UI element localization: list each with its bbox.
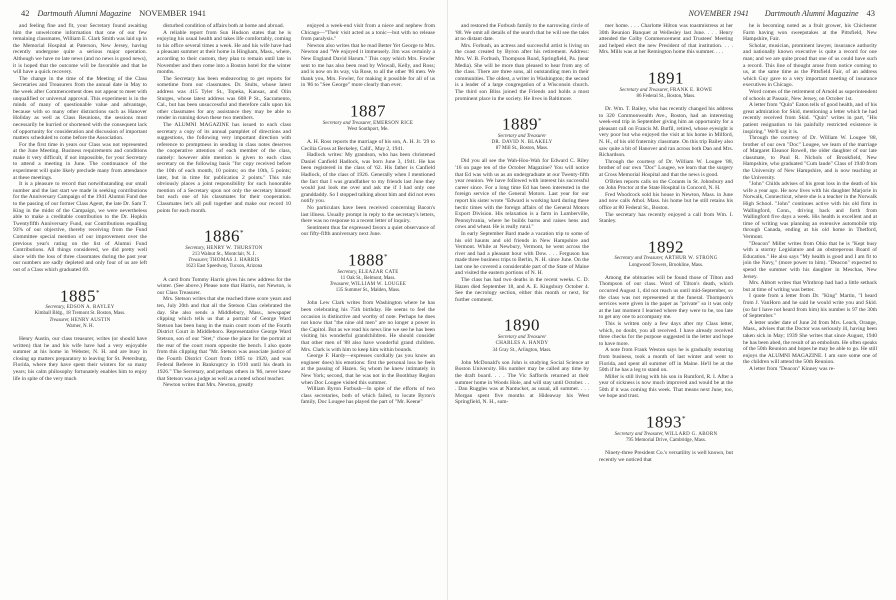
class-year: 1892 xyxy=(648,237,684,257)
paragraph: William Byron Forbush—In spite of the efforts of two class secretaries, both of which failed, to locate Byron's family, Doc Lougee has played the part of "Mr. Keene" xyxy=(301,386,435,406)
class-year: 1893 xyxy=(646,412,682,432)
officer-address: 795 Memorial Drive, Cambridge, Mass. xyxy=(625,437,707,443)
paragraph: enjoyed a week-end visit from a niece and nephew from Chicago—"Their visit acted as a tonic—but with no release from paralysis." xyxy=(301,23,435,43)
class-year: 1890 xyxy=(504,316,540,336)
column-3 xyxy=(301,23,435,595)
class-heading-1885 xyxy=(13,284,147,330)
paragraph: Word comes of the retirement of Arnold as superintendent of schools at Passaic, New Jersey, on October 1st. xyxy=(743,88,877,102)
officer-name: EMERSON RICE xyxy=(373,120,414,126)
officer-name: DR. DAVID N. BLAKELY xyxy=(491,139,553,145)
paragraph: Through the courtesy of Dr. William W. Lougee '88, brother of our own "Doc" Lougee, we learn that the surgery at Cross Memorial Hospital and that the news is good. xyxy=(599,158,733,178)
officer-name: EDSON A. BAYLEY xyxy=(66,305,115,311)
paragraph: The ALUMNI MAGAZINE has issued to each class secretary a copy of its annual pamphlet of directions and suggestions, the following very important direction with reference to promptness in sending in class notes deserves the cooperative attention of each member of the class, namely: however able mention is given to each class secretary on the following basis "for copy received before the 10th of each month, 10 points; on the 10th, 5 points; later, but in time for publication 2 points." This rule obviously places a joint responsibility for such honorable mention of a Secretary upon not only the secretary himself but each one of his classmates for their cooperation. Classmates let's all pull together and make our record 10 points for each month. xyxy=(157,121,291,214)
officer-role: Treasurer, xyxy=(49,317,70,323)
class-star: * xyxy=(682,415,686,424)
paragraph: and restored the Forbush family to the narrowing circle of '88. We omit all details of the search that he will see the tales at no distant date. xyxy=(455,23,589,43)
officer-role: Secretary, xyxy=(337,269,358,275)
paragraph: A card from Tommy Harris gives his new address for the winter. (See above.) Please note that Harris, not Newton, is our Class Treasurer. xyxy=(157,276,291,296)
officer-address: Kimball Bldg., 18 Tremont St. Boston, Mass. xyxy=(34,311,126,317)
class-heading-1887 xyxy=(301,99,435,133)
paragraph: Fred Woodcock sold his house in Newton, Mass. in June and now calls Athol. Mass. his home but he still retains his office at 80 Federal St., Boston. xyxy=(599,191,733,211)
paragraph: mer home. . . . Charlotte Hilton was toastmistress at her 30th Reunion Banquet at Wellesley last June. . . . Henry attended the Colby Commencement and Trustees' Meeting and helped elect the new President of that institution. . . . Mrs. Mills was at her Remington home this summer. . . . xyxy=(599,23,733,56)
officer-role: Secretary, xyxy=(45,305,66,311)
paragraph: "John" Childs advises of his great loss in the death of his wife a year ago. He now lives with his daughter Marjorie in Norwalk, Connecticut, where she is a teacher in the Norwalk High School. "John" continues active with his old firm in Wallingford, Conn., driving back and forth from Wallingford five days a week. His health is excellent and at time of writing was planning an extensive automobile trip through Canada, ending at his old home in Thetford, Vermont. xyxy=(743,181,877,240)
right-page xyxy=(448,0,896,600)
paragraph: Through the courtesy of Dr. William W. Lougee '88, brother of our own "Doc" Lougee, we learn of the marriage of Margaret Eleanor Rowell, the older daughter of our late classmate, to Paul R. Nichols of Brookfield, New Hampshire, who graduated "Cum laude" Class of 1940 from the University of New Hampshire, and is now teaching at the University. xyxy=(743,135,877,181)
paragraph: The class has had two deaths in the recent weeks. C. D. Hazen died September 18, and A. E. Kingsbury October 4. See the necrology section, either this month or next, for further comment. xyxy=(455,277,589,303)
paragraph: Sentiment thus far expressed favors a quiet observance of our fifty-fifth anniversary next June. xyxy=(301,224,435,238)
officer-address: West Southport, Me. xyxy=(347,126,389,132)
class-heading-1888 xyxy=(301,248,435,294)
officer-role: Secretary and Treasurer, xyxy=(614,431,664,437)
paragraph: In early September Bard made a vacation trip to some of his old haunts and old friends in New Hampshire and Vermont. While at Newbury, Vermont, he went across the river and had a pleasant hour with Dow. . . . Ferguson has made three business trips to Berlin, N. H. since June. On the last one he covered a considerable part of the State of Maine and visited the eastern portions of N. H. xyxy=(455,230,589,277)
paragraph: A. H. Ross reports the marriage of his son, A. H. Jr. '29 to Cecilia Gross at Berkeley, Calif., May 2, 1941. xyxy=(301,139,435,152)
officer-role: Treasurer, xyxy=(188,258,209,264)
officer-name: WILLARD G. ABORN xyxy=(664,431,718,437)
officer-address: 34 Gray St., Arlington, Mass. xyxy=(492,347,552,353)
running-head-left xyxy=(13,8,214,18)
paragraph: No particulars have been received concerning Bacon's last illness. Usually prompt in reply to the secretary's letters, there was no response to a recent letter of inquiry. xyxy=(301,204,435,225)
running-head-right xyxy=(689,8,883,18)
paragraph: O'Brien reports calls on the Corants in St. Johnsbury and on John Proctor at the State Hospital in Concord, N. H. xyxy=(599,178,733,192)
class-year: 1889 xyxy=(502,114,538,134)
officer-address: 11 Oak St., Belmont, Mass. xyxy=(340,275,396,281)
page-number: 42 xyxy=(21,8,30,18)
officer-address: 1623 East Speedway, Tucson, Arizona xyxy=(185,264,263,270)
paragraph: The change in the time of the Meeting of the Class Secretaries and Treasurers from the annual date in May to the week after Commencement does not appear to meet with unqualified or universal approval. This experiment is in the minds of many of questionable value and advantage, because with so many other distractions such as Hanover Holiday as well as Class Reunions, the sessions must necessarily be hurried or shortened with the consequent lack of opportunity for consideration and discussion of important matters scheduled to come before the Association. xyxy=(13,75,147,142)
column-2 xyxy=(157,23,291,595)
paragraph: This is written only a few days after my Class letter, which, no doubt, you all received. I have already received three checks for the purpose suggested in the letter and hope to have more. xyxy=(599,320,733,347)
paragraph: A letter under date of June 2d from Mrs. Leach, Orange, Mass., advises that the Doctor was seriously ill, having been taken sick in May; 1939 She writes that since August, 1940 he has been abed, the result of an embolism. He often speaks of the 50th Reunion and hopes he may be able to go. He still enjoys the ALUMNI MAGAZINE. I am sure some one of the children will attend the 50th Reunion. xyxy=(743,319,877,366)
paragraph: A letter from "Quin" Eaton tells of good health, and of his great admiration for Skid, mentioning a letter which he had recently received from Skid. "Quin" writes in part, "His patient resignation to his painfully restricted existence is inspiring." We'll say it is. xyxy=(743,102,877,135)
paragraph: It is a pleasure to record that notwithstanding our small number and the last start we made in seeking contributions for the Anniversary Campaign of the 1941 Alumni Fund due to the passing of our former Class Agent, the late Dr. Sam T. King in the midst of the Campaign, we were nevertheless able to make a creditable contribution to the Dr. Hopkin Twentyfifth Anniversary Fund, our Contributions equalling 93% of our objective, thereby receiving from the Fund Committee special mention of our improvement over the previous year's rating on the list of Alumni Fund Contributions. All things considered, we did pretty well since with the loss of three classmates during the past year our numbers are sadly depleted and only four of us are left out of a Class which graduated 69. xyxy=(13,181,147,273)
magazine-title: Dartmouth Alumni Magazine xyxy=(764,9,859,18)
paragraph: Henry Austin, our class treasurer, writes (or should have written) that he and his wife have had a very enjoyable summer at his home in Webster, N. H. and are busy in closing up matters preparatory to leaving for St. Petersburg, Florida, where they have spent their winters for so many years; his calm philosophy fortunately enables him to enjoy life in spite of the very much xyxy=(13,336,147,382)
paragraph: Dr. Wm. T. Bailey, who has recently changed his address to 320 Commonwealth Ave., Boston, had an interesting week-end trip in September giving him an opportunity for a pleasant call on Francis M. Butfil, retired, whose eyesight is very poor but who enjoyed the visit at his home in Milford, N. H., of his old fraternity classmate. On this trip Bailey also saw quite a bit of Hanover and ran across both Dan and Mrs. Richardson. xyxy=(599,106,733,159)
paragraph: he is becoming noted as a fruit grower, his Chichester Farm having won sweepstakes at the Pittsfield, New Hampshire, Fair. xyxy=(743,23,877,43)
paragraph: John McDonald's son John is studying Social Science at Boston University. His number may be called any time by the draft board. . . . The Vic Saffords returned at their summer home in Woods Hole, and will stay until October. . . . Dan Ruggles was at Nantucket, as usual, all summer. . . . Morgan spent five months at Hideaway his West Springfield, N. H., sum- xyxy=(455,359,589,406)
class-heading-1886 xyxy=(157,224,291,270)
officer-address: 86 Federal St., Boston, Mass. xyxy=(636,93,696,99)
officer-address: 135 Summer St., Malden, Mass. xyxy=(335,288,401,294)
class-heading-1889 xyxy=(455,112,589,152)
class-star: * xyxy=(538,117,542,126)
officer-name: HENRY AUSTIN xyxy=(70,317,111,323)
class-heading-1893 xyxy=(599,410,733,444)
page-number: 43 xyxy=(866,8,875,18)
officer-role: Secretary and Treasurer xyxy=(497,335,547,341)
officer-role: Secretary and Treasurer, xyxy=(614,256,664,262)
paragraph: Mrs. Stetson writes that she reached three score years and ten, July 20th and that all the Stetson Clan celebrated the day. She also sends a Middlebury, Mass., newspaper clipping which tells us that a portrait of George Ward Stetson has been hung in the main court room of the Fourth District Court in Middleboro. Representative George Ward Stetson, son of our "Stet," chose the place for the portrait at the rear of the court room opposite the bench. I also quote from this clipping that "Mr. Stetson was associate justice of the Fourth District Court from 1895 to 1920, and was Federal Referee in Bankruptcy in 1910 until his death in 1926." The Secretary, and perhaps others in '86, never knew that Stetson was a judge as well as a noted school teacher. xyxy=(157,296,291,382)
officer-role: Secretary and Treasurer xyxy=(497,133,547,139)
paragraph: A reliable report from Sun Hudson states that he is enjoying his usual health and takes life comfortably, coming to his office several times a week. He and his wife have had a pleasant summer at their home in Hingham, Mass., where, according to their custom, they plan to remain until late in November and then come into a Boston hotel for the winter months. xyxy=(157,29,291,76)
column-1 xyxy=(13,23,147,595)
paragraph: The Secretary has been endeavoring to get reports for sometime from our classmates. Dr. Stults, whose latest address was 415 Tyler St., Topeka, Kansas, and Olin Sturges, whose latest address was 608 P St., Sacramento, Cal., but has been unsuccessful and therefore calls upon his other classmates for any assistance they may be able to render in running down these two members. xyxy=(157,75,291,122)
paragraph: Mrs. Forbush, an actress and successful artist is living on the coast created by Byron after his retirement. Address: Mrs. W. B. Forbush, Thompson Road, Springfield, Pa. (near Media). She will be more than pleased to hear from any of the class. There are three sons, all outstanding men in their communities. The oldest, a writer in Washington; the second is a leader of a large congregation of a Wisconsin church. The third son Bliss joined the Friends and holds a most prominent place in the society. He lives in Baltimore. xyxy=(455,42,589,102)
officer-address: 87 Mill St., Boston, Mass. xyxy=(495,146,549,152)
paragraph: John Lew Clark writes from Washington where he has been celebrating his 75th birthday. He seems to feel the occasion is distinctive and worthy of note. Perhaps he does not know that "the nine old men" are no longer a power in the Capitol. But as we read his news line we see he has been visiting his wonderful grandchildren. He should consider that other men of '88 also have wonderful grand children. Mrs. Clark is with him to keep him within bounds. xyxy=(301,300,435,353)
class-year: 1887 xyxy=(350,101,386,121)
paragraph: disturbed condition of affairs both at home and abroad. xyxy=(163,23,285,29)
officer-role: Treasurer, xyxy=(329,281,350,287)
paragraph: For the first time in years our Class was not represented at the June Meeting. Business requirements and conditions make it very difficult, if not impossible, for your Secretary to attend a meeting in June. The continuance of the experiment will quite likely preclude many from attendance at these meetings. xyxy=(13,141,147,181)
column-2 xyxy=(599,23,733,595)
issue-date: NOVEMBER 1941 xyxy=(139,8,206,18)
officer-role: Secretary, xyxy=(185,245,206,251)
paragraph: Among the obituaries will be found those of Tilton and Thompson of our class. Word of Tilton's death, which occurred August 1, did not reach us until mid-September, so the class was not represented at the funeral. Thompson's services were given in the paper as "private" so it was only at the last moment I learned where they were to be, too late to get any one to accompany me. xyxy=(599,274,733,321)
paragraph: Newton also writes that he read Better Yet George to Mrs. Newton and "We enjoyed it immensely. Jim was certainly a New England David Harum." This copy which Mrs. Fowler sent to me has also been read by Wiswall, Kelly, and Ross; and is now on its way, via Rose, to all the other '86 men. We thank you, Mrs. Fowler, for making it possible for all of us in '86 to "See George" more clearly than ever. xyxy=(301,42,435,89)
officer-address: 213 Walnut St., Montclair, N. J. xyxy=(192,252,256,258)
paragraph: Mrs. Abbott writes that Winthrop had had a little setback but at time of writing was better. xyxy=(743,280,877,293)
officer-name: CHARLES A. HANDY xyxy=(495,341,549,347)
class-heading-1892 xyxy=(599,235,733,269)
class-year: 1886 xyxy=(204,226,240,246)
class-heading-1891 xyxy=(599,66,733,100)
paragraph: Miller is still living with his son in Rumford, R. I. After a year of sickness is now much improved and would be at the 50th if it was coming this week. That means next June, too, we hope and trust. xyxy=(599,373,733,400)
officer-address: Warner, N. H. xyxy=(66,323,94,329)
officer-address: Longwood Towers, Brookline, Mass. xyxy=(628,262,704,268)
paragraph: Scholar, musician, prominent lawyer, insurance authority and nationally known executive is quite a record for one man; and we are quite proud that one of us could have such a record. This line of thought arose from notice coming to us, at the same time as the Pittsfield Fair, of an address which Guy gave to a very important meeting of insurance executives in Chicago. xyxy=(743,42,877,89)
paragraph: "Deacon" Miller writes from Ohio that he is "Kept busy with a stormy Legislature and an obstreperous Board of Education." He also says "My health is good and I am fit to join the Navy," (more power to him). "Deacon" expected to spend the summer with his daughter in Meschas, New Jersey. xyxy=(743,240,877,280)
paragraph: and feeling fine and fit, your Secretary found awaiting him the unwelcome information that one of our few remaining classmates, William E. Clark Smith was laid up in the Memorial Hospital at Paterson, New Jersey, having recently undergone quite a serious major operation. Although we have no late news (and no news is good news), it is hoped that the outcome will be favorable and that he will have a quick recovery. xyxy=(13,23,147,76)
column-1 xyxy=(455,23,589,595)
class-star: * xyxy=(384,252,388,261)
officer-name: ELEAZAR CATE xyxy=(358,269,399,275)
paragraph: A note from Frank Weston says he is gradually restoring from business, took a month of last winter and went to Florida, and spent all summer off in Maine. He'll be at the 50th if he has a leg to stand on. xyxy=(599,347,733,374)
officer-name: THOMAS J. HARRIS xyxy=(209,258,260,264)
paragraph: Did you all see the Wah-Hoo-Wah for Edward C. Riley '16 on page ten of the October Magazine? You will notice that Ed was with us as an undergraduate at our Twenty-fifth year reunion. We have followed with interest his successful career since. For a long time Ed has been interested in the foreign service of the General Motors. Last year for our report his sister wrote "Edward is working hard during these hectic times with the foreign affairs of the General Motors Export Division. His relaxation is a farm in Lumberville, Pennsylvania, where he builds barns and raises hens and cows and wheat. He is really rural." xyxy=(455,158,589,231)
class-year: 1885 xyxy=(60,286,96,306)
paragraph: Hadlock writes: My grandson, who has been christened Daniel Canfield Hadlock, was born June 3, 1941. He has been registered in the class of '62. His father is Canfield Hadlock, of the class of 1926. Generally when I mentioned the fact that I was grandfather to my friends last June they would just look me over and ask me if I had only one granddaddy. So I stopped talking about him and did not even notify you. xyxy=(301,152,435,205)
class-heading-1890 xyxy=(455,313,589,353)
class-year: 1891 xyxy=(648,68,684,88)
officer-role: Secretary and Treasurer, xyxy=(619,87,669,93)
class-year: 1888 xyxy=(348,250,384,270)
issue-date: NOVEMBER 1941 xyxy=(688,9,749,18)
officer-name: FRANK E. ROWE xyxy=(669,87,713,93)
paragraph: A letter from "Deacon" Kinney was re- xyxy=(749,365,836,372)
paragraph: The secretary has recently enjoyed a call from Wm. I. Stanley. xyxy=(599,211,733,225)
paragraph: Ninety-three President Co.'s versatility is well known, but recently we noticed that xyxy=(599,450,733,463)
officer-name: WILLIAM W. LOUGEE xyxy=(351,281,407,287)
magazine-title: Dartmouth Alumni Magazine xyxy=(37,9,132,18)
paragraph: I quote from a letter from Dr. "King" Martin, "I heard from J. VanHorn and he said he would write you and Skid. (so far I have not heard from him) his number is 97 the 30th of September." xyxy=(743,293,877,320)
class-star: * xyxy=(96,288,100,297)
paragraph: George F. Hardy—expresses cordially (as you know an engineer does) his emotions: first the personal loss he feels at the passing of Hazen. Sq whom he knew intimately in New York; second, that he was not in the Boothbay Region when Doc Lougee visited this summer. xyxy=(301,353,435,386)
paragraph: Newton writes that Mrs. Newton, greatly xyxy=(163,382,254,389)
officer-name: ARTHUR W. STRONG xyxy=(664,256,718,262)
officer-name: HENRY W. THURSTON xyxy=(206,245,263,251)
officer-role: Secretary and Treasurer, xyxy=(322,120,372,126)
class-star: * xyxy=(240,229,244,238)
column-3 xyxy=(743,23,877,595)
